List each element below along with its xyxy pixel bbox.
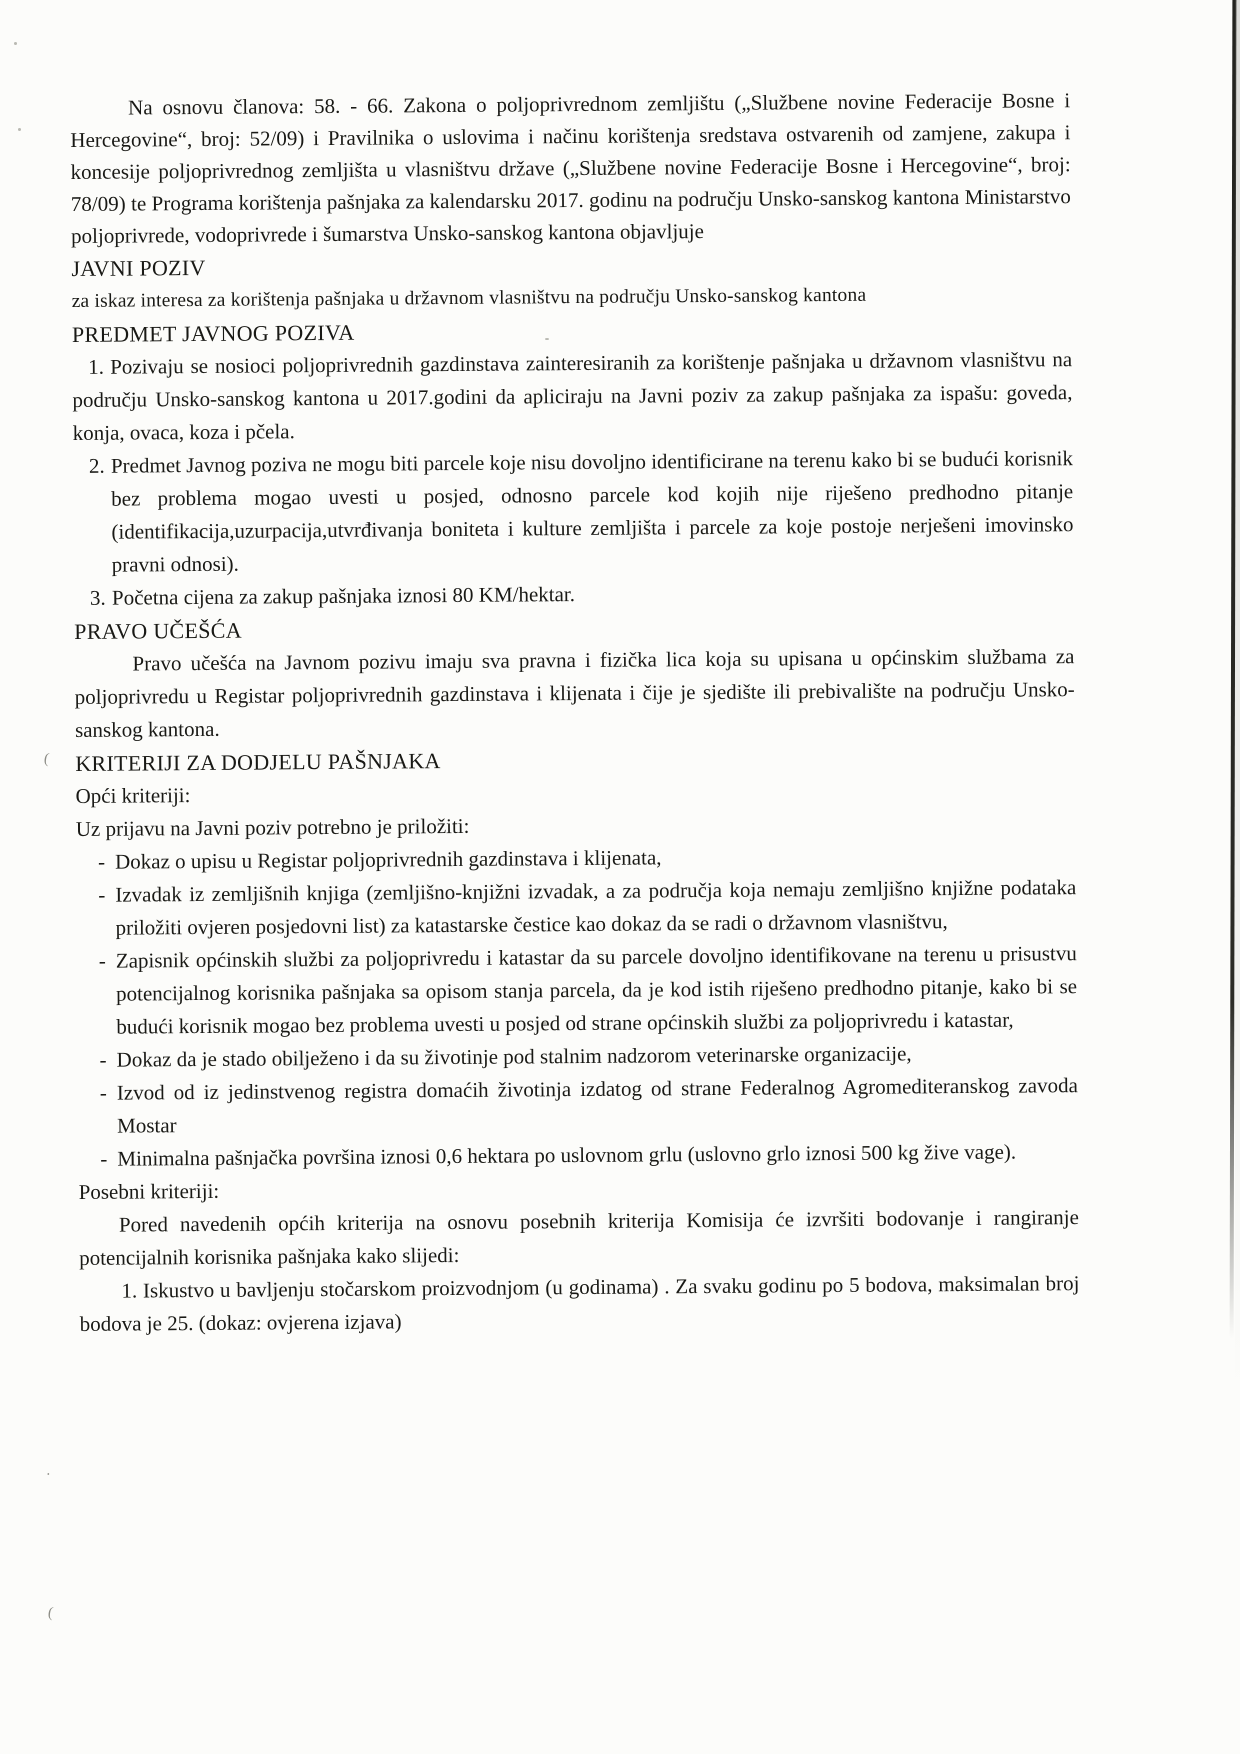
dash-marker: - — [98, 948, 106, 973]
dash-marker: - — [99, 1047, 107, 1072]
item-text: Izvadak iz zemljišnih knjiga (zemljišno-knjižni izvadak, a za područja koja nemaju zemljišno knjižne podataka priložiti ovjeren posjedovni list) za katastarske čestice kao dokaz da se radi o državnom vlasništvu, — [115, 875, 1077, 940]
dash-marker: - — [97, 849, 106, 874]
section-heading-predmet: PREDMET JAVNOG POZIVA — [71, 319, 355, 347]
item-marker: 3. — [89, 585, 106, 610]
pravo-paragraph: Pravo učešća na Javnom pozivu imaju sva pravna i fizička lica koja su upisana u općinskim službama za poljoprivredu u Registar poljoprivrednih gazdinstava i klijenata i čije je sjedište ili prebivalište na području Unsko-sanskog kantona. — [74, 644, 1075, 742]
section-heading-pravo: PRAVO UČEŠĆA — [74, 617, 242, 644]
item-marker: 2. — [88, 453, 105, 478]
posebni-intro-paragraph: Pored navedenih općih kriterija na osnovu posebnih kriterija Komisija će izvršiti bodovanje i rangiranje potencijalnih korisnika pašnjaka kako slijedi: — [79, 1205, 1079, 1270]
item-text: Izvod od iz jedinstvenog registra domaćih životinja izdatog od strane Federalnog Agromediteranskog zavoda Mostar — [116, 1073, 1078, 1138]
dash-marker: - — [98, 882, 106, 907]
item-text: Pozivaju se nosioci poljoprivrednih gazdinstava zainteresiranih za korištenje pašnjaka u državnom vlasništvu na području Unsko-sanskog kantona u 2017.godini da apliciraju na Javni poziv za zakup pašnjaka za ispašu: goveda, konja, ovaca, koza i pčela. — [72, 347, 1073, 445]
scan-edge-shade — [1235, 0, 1240, 1400]
item-text: Predmet Javnog poziva ne mogu biti parcele koje nisu dovoljno identificirane na terenu kako bi se budući korisnik bez problema mogao uvesti u posjed, odnosno parcele kod kojih nije riješeno predhodno pitanje (identifikacija,uzurpacija,utvrđivanja boniteta i kulture zemljišta i parcele za koje postoje nerješeni imovinsko pravni odnosi). — [110, 446, 1074, 577]
item-text: Dokaz o upisu u Registar poljoprivrednih gazdinstava i klijenata, — [114, 845, 662, 874]
scan-mark: ( — [46, 1604, 55, 1622]
scan-mark: ( — [42, 750, 51, 768]
posebni-item-1: 1. Iskustvo u bavljenju stočarskom proizvodnjom (u godinama) . Za svaku godinu po 5 bodova, maksimalan broj bodova je 25. (dokaz: ovjerena izjava) — [79, 1271, 1080, 1336]
scan-speck — [18, 128, 21, 131]
item-text: Početna cijena za zakup pašnjaka iznosi 80 KM/hektar. — [111, 582, 576, 610]
dash-marker: - — [100, 1146, 108, 1171]
numbered-item-2 — [73, 442, 1074, 582]
doc-subtitle: za iskaz interesa za korištenja pašnjaka u državnom vlasništvu na području Unsko-sanskog kantona — [71, 284, 867, 312]
text-column — [70, 84, 1080, 1341]
scan-speck — [14, 42, 17, 45]
section-heading-kriteriji: KRITERIJI ZA DODJELU PAŠNJAKA — [75, 748, 441, 776]
numbered-item-1 — [72, 343, 1073, 450]
item-text: Zapisnik općinskih službi za poljoprivredu i katastar da su parcele dovoljno identifikovane na terenu u prisustvu potencijalnog korisnika pašnjaka sa opisom stanja parcela, da je kod istih riješeno predhodno pitanje, kako bi se budući korisnik mogao bez problema uvesti u posjed od strane općinskih službi za poljoprivredu i katastar, — [115, 941, 1078, 1039]
dash-item-3 — [77, 937, 1078, 1044]
item-text: Dokaz da je stado obilježeno i da su životinje pod stalnim nadzorom veterinarske organizacije, — [116, 1041, 912, 1072]
scan-mark: · — [43, 1466, 53, 1484]
item-text: Minimalna pašnjačka površina iznosi 0,6 hektara po uslovnom grlu (uslovno grlo iznosi 500 kg žive vage). — [117, 1139, 1017, 1171]
item-marker: 1. — [88, 354, 105, 379]
intro-paragraph: Na osnovu članova: 58. - 66. Zakona o poljoprivrednom zemljištu („Službene novine Federacije Bosne i Hercegovine“, broj: 52/09) i Pravilnika o uslovima i načinu korištenja sredstava ostvarenih od zamjene, zakupa i koncesije poljoprivrednog zemljišta u vlasništvu države („Službene novine Federacije Bosne i Hercegovine“, broj: 78/09) te Programa korištenja pašnjaka za kalendarsku 2017. godinu na području Unsko-sanskog kantona Ministarstvo poljoprivrede, vodoprivrede i šumarstva Unsko-sanskog kantona objavljuje — [70, 88, 1071, 248]
subheading-posebni-kriteriji: Posebni kriteriji: — [78, 1178, 220, 1204]
dash-item-2 — [76, 871, 1076, 945]
subheading-opci-kriteriji: Opći kriteriji: — [75, 783, 191, 808]
dash-marker: - — [99, 1080, 107, 1105]
doc-title: JAVNI POZIV — [71, 254, 206, 281]
opci-lead-line: Uz prijavu na Javni poziv potrebno je priložiti: — [75, 813, 470, 841]
dash-item-5 — [78, 1069, 1078, 1143]
